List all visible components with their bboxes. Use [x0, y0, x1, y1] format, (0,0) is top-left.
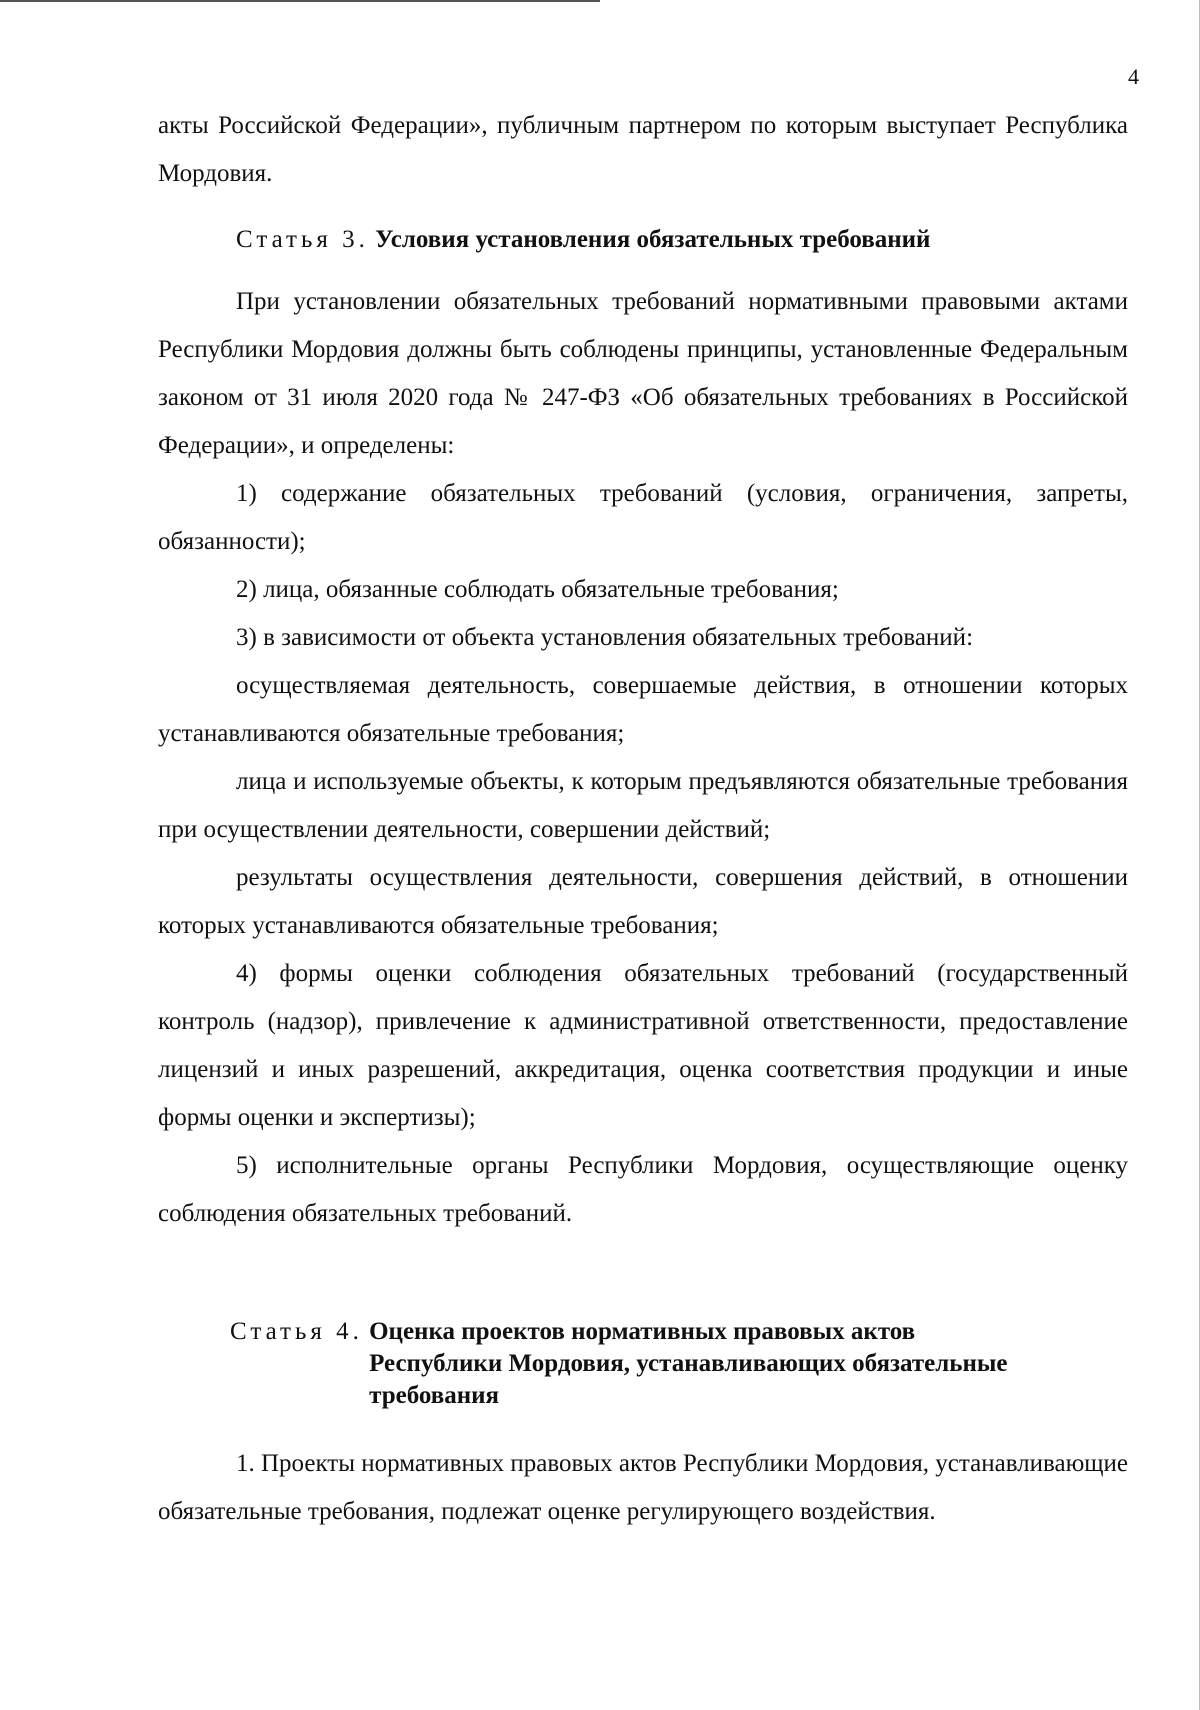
intro-block	[158, 102, 1128, 198]
article3-list-item-2: 2) лица, обязанные соблюдать обязательные требования;	[236, 576, 839, 603]
article3-prefix: Статья 3.	[236, 226, 369, 253]
article3-paragraph: При установлении обязательных требований нормативными правовыми актами Республики Мордовия должны быть соблюдены принципы, установленные Федеральным законом от 31 июля 2020 года № 247-ФЗ «Об обязательных требованиях в Российской Федерации», и определены:	[158, 288, 1128, 459]
article4-body	[158, 1440, 1128, 1536]
article3-subitem-persons: лица и используемые объекты, к которым предъявляются обязательные требования при осуществлении деятельности, совершении действий;	[158, 768, 1128, 843]
article3-list-item-5: 5) исполнительные органы Республики Мордовия, осуществляющие оценку соблюдения обязательных требований.	[158, 1152, 1128, 1227]
intro-paragraph: акты Российской Федерации», публичным партнером по которым выступает Республика Мордовия.	[158, 112, 1128, 187]
article3-title: Условия установления обязательных требований	[375, 226, 931, 253]
article3-heading	[236, 224, 930, 256]
article4-heading	[230, 1316, 1049, 1412]
article3-list-item-3: 3) в зависимости от объекта установления обязательных требований:	[236, 624, 974, 651]
page-number: 4	[1128, 64, 1139, 89]
scan-top-edge	[0, 0, 600, 2]
article3-list-item-4: 4) формы оценки соблюдения обязательных требований (государственный контроль (надзор), привлечение к административной ответственности, предоставление лицензий и иных разрешений, аккредитация, оценка соответствия продукции и иные формы оценки и экспертизы);	[158, 960, 1128, 1131]
article4-paragraph-1: 1. Проекты нормативных правовых актов Республики Мордовия, устанавливающие обязательные требования, подлежат оценке регулирующего воздействия.	[158, 1450, 1128, 1525]
article3-list-item-1: 1) содержание обязательных требований (условия, ограничения, запреты, обязанности);	[158, 480, 1128, 555]
article4-title: Оценка проектов нормативных правовых актов Республики Мордовия, устанавливающих обязательные требования	[369, 1318, 1008, 1409]
article3-body	[158, 278, 1128, 1238]
article4-label-wrap	[230, 1316, 369, 1412]
article4-prefix: Статья 4.	[230, 1318, 363, 1345]
article3-subitem-results: результаты осуществления деятельности, совершения действий, в отношении которых устанавливаются обязательные требования;	[158, 864, 1128, 939]
article3-subitem-activity: осуществляемая деятельность, совершаемые действия, в отношении которых устанавливаются обязательные требования;	[158, 672, 1128, 747]
